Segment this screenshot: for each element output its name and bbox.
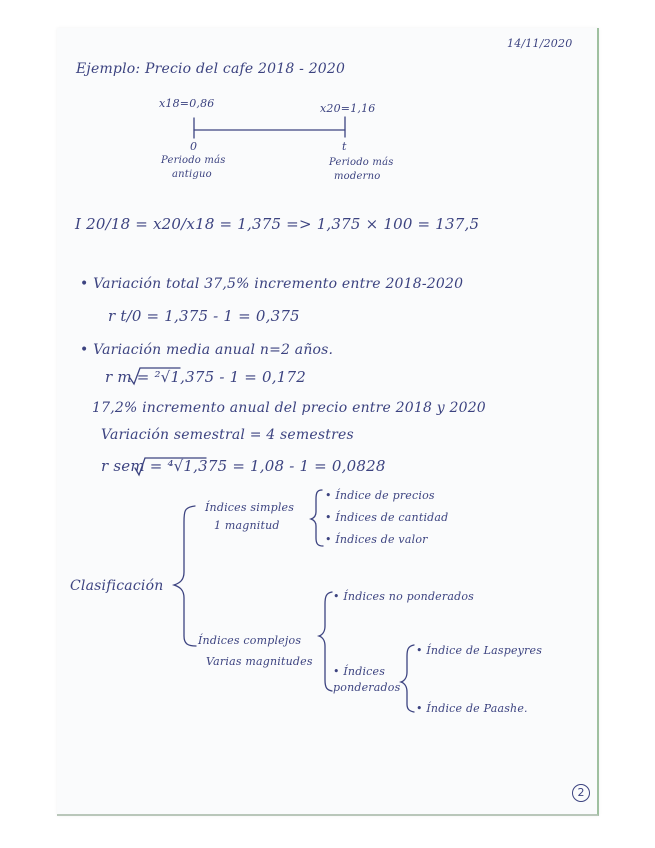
simple-index-item: • Índices de cantidad <box>325 511 449 524</box>
timeline-end-tick-label: t <box>342 140 347 153</box>
weighted-indices-item-line1: • Índices <box>333 665 386 678</box>
total-variation-formula: r t/0 = 1,375 - 1 = 0,375 <box>108 307 300 325</box>
unweighted-indices-item: • Índices no ponderados <box>333 590 475 603</box>
date-text: 14/11/2020 <box>507 37 573 50</box>
annual-variation-note: 17,2% incremento anual del precio entre 2018 y 2020 <box>92 400 486 416</box>
simple-indices-brace <box>311 490 323 546</box>
timeline-x20-label: x20=1,16 <box>320 102 376 115</box>
timeline-start-caption-2: antiguo <box>172 169 212 180</box>
complex-indices-title: Índices complejos <box>198 634 302 647</box>
simple-indices-subtitle: 1 magnitud <box>214 519 280 532</box>
complex-indices-brace <box>319 592 332 691</box>
timeline-end-caption-1: Periodo más <box>329 157 394 168</box>
weighted-index-item: • Índice de Paashe. <box>416 702 528 715</box>
total-variation-text: • Variación total 37,5% incremento entre 2018-2020 <box>80 276 464 292</box>
example-title: Ejemplo: Precio del cafe 2018 - 2020 <box>76 61 346 77</box>
weighted-indices-item-line2: ponderados <box>333 681 401 694</box>
timeline-start-caption-1: Periodo más <box>161 155 226 166</box>
complex-indices-subtitle: Varias magnitudes <box>206 655 313 668</box>
timeline-end-caption-2: moderno <box>334 171 381 182</box>
simple-indices-title: Índices simples <box>205 501 295 514</box>
timeline-x18-label: x18=0,86 <box>159 97 215 110</box>
main-brace <box>174 506 196 646</box>
timeline-start-tick-label: 0 <box>190 140 198 153</box>
simple-index-item: • Índices de valor <box>325 533 428 546</box>
semester-variation-text: Variación semestral = 4 semestres <box>101 427 354 443</box>
index-formula: I 20/18 = x20/x18 = 1,375 => 1,375 × 100 = 137,5 <box>75 215 480 233</box>
weighted-indices-brace <box>401 645 414 712</box>
simple-index-item: • Índice de precios <box>325 489 435 502</box>
semester-variation-formula: r sem = ⁴√1,375 = 1,08 - 1 = 0,0828 <box>101 457 386 475</box>
annual-variation-formula: r m = ²√1,375 - 1 = 0,172 <box>105 368 306 386</box>
annual-variation-text: • Variación media anual n=2 años. <box>80 342 334 358</box>
page-number: 2 <box>572 784 590 802</box>
classification-root: Clasificación <box>70 578 164 594</box>
weighted-index-item: • Índice de Laspeyres <box>416 644 543 657</box>
